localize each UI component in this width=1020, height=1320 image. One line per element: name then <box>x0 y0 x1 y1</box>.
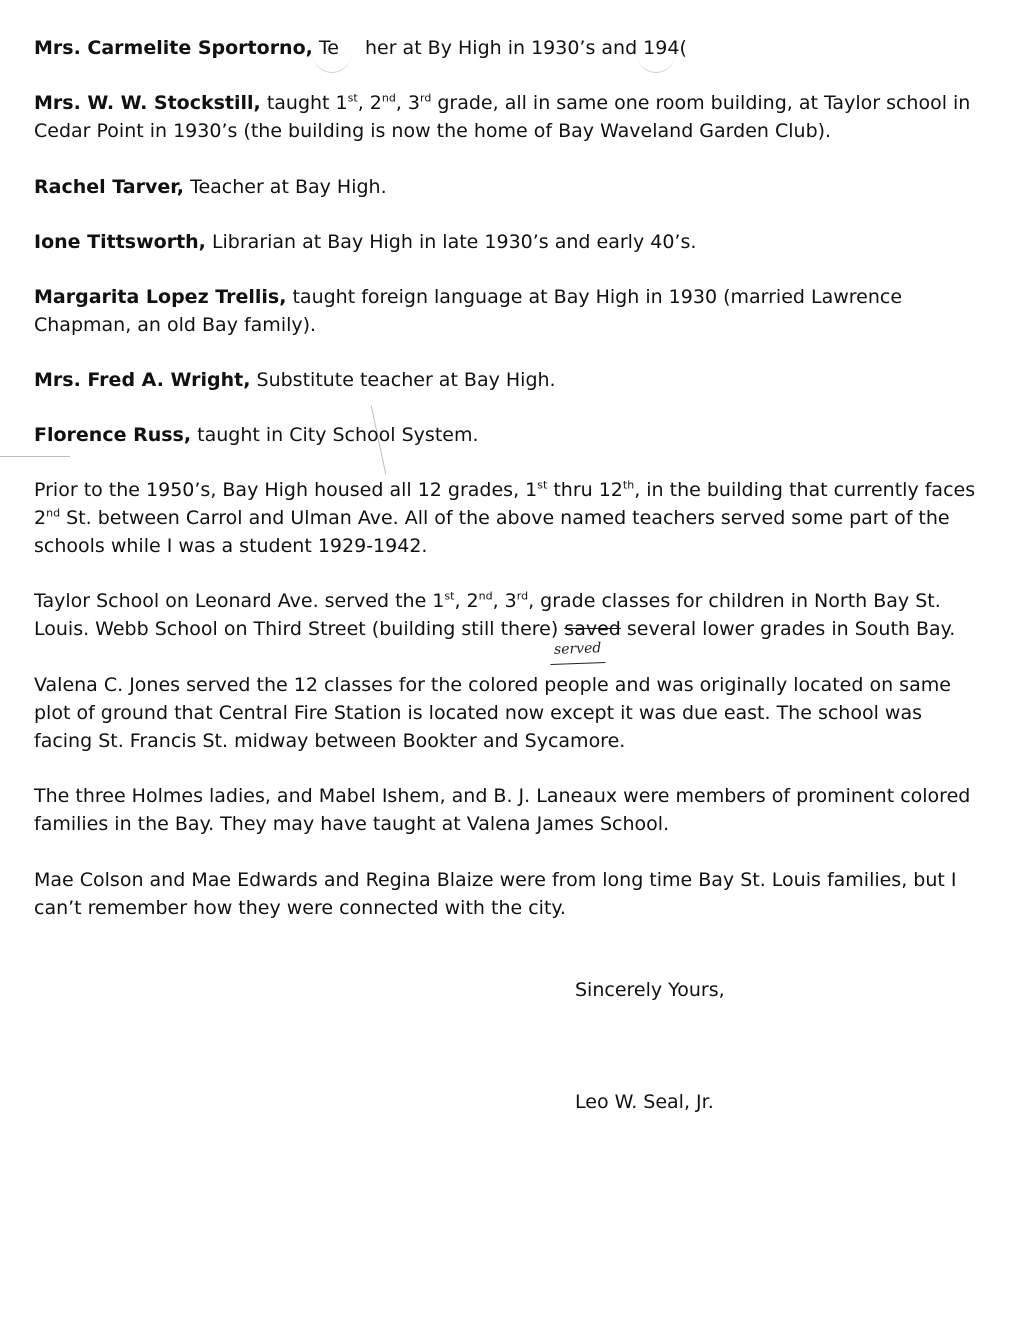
teacher-entry: Mrs. Carmelite Sportorno, Te her at By High in 1930’s and 194( <box>34 37 687 59</box>
teacher-name: Mrs. Fred A. Wright, <box>34 369 251 391</box>
teacher-entry: Mrs. Fred A. Wright, Substitute teacher at Bay High. <box>34 369 556 391</box>
teacher-entry: Margarita Lopez Trellis, taught foreign language at Bay High in 1930 (married Lawrence Chapman, an old Bay family). <box>34 286 903 336</box>
closing-salutation: Sincerely Yours, <box>575 979 725 1001</box>
signature-name: Leo W. Seal, Jr. <box>575 1091 714 1113</box>
valena-jones-paragraph: Valena C. Jones served the 12 classes for the colored people and was originally located on same plot of ground that Central Fire Station is located now except it was due east. The school was facing St. Francis St. midway between Bookter and Sycamore. <box>34 674 951 752</box>
teacher-entry: Florence Russ, taught in City School System. <box>34 424 479 446</box>
teacher-name: Margarita Lopez Trellis, <box>34 286 287 308</box>
teacher-entry: Rachel Tarver, Teacher at Bay High. <box>34 176 387 198</box>
taylor-school-paragraph: Taylor School on Leonard Ave. served the 1st, 2nd, 3rd, grade classes for children in North Bay St. Louis. Webb School on Third Street (building still there) saved several lower grades in South Bay. <box>34 589 956 640</box>
handwritten-correction: served <box>550 634 606 665</box>
teacher-name: Ione Tittsworth, <box>34 231 206 253</box>
teacher-name: Florence Russ, <box>34 424 192 446</box>
colson-paragraph: Mae Colson and Mae Edwards and Regina Blaize were from long time Bay St. Louis families, but I can’t remember how they were connected with the city. <box>34 869 957 919</box>
holmes-paragraph: The three Holmes ladies, and Mabel Ishem, and B. J. Laneaux were members of prominent colored families in the Bay. They may have taught at Valena James School. <box>34 785 971 835</box>
teacher-name: Mrs. Carmelite Sportorno, <box>34 37 313 59</box>
struck-word: saved <box>564 618 621 640</box>
teacher-entry: Ione Tittsworth, Librarian at Bay High in late 1930’s and early 40’s. <box>34 231 697 253</box>
teacher-name: Mrs. W. W. Stockstill, <box>34 92 261 114</box>
teacher-entry: Mrs. W. W. Stockstill, taught 1st, 2nd, 3rd grade, all in same one room building, at Taylor school in Cedar Point in 1930’s (the building is now the home of Bay Waveland Garden Club). <box>34 91 971 142</box>
bay-high-paragraph: Prior to the 1950’s, Bay High housed all 12 grades, 1st thru 12th, in the building that currently faces 2nd St. between Carrol and Ulman Ave. All of the above named teachers served some part of the schools while I was a student 1929-1942. <box>34 478 976 557</box>
scan-line <box>0 456 70 457</box>
teacher-name: Rachel Tarver, <box>34 176 185 198</box>
